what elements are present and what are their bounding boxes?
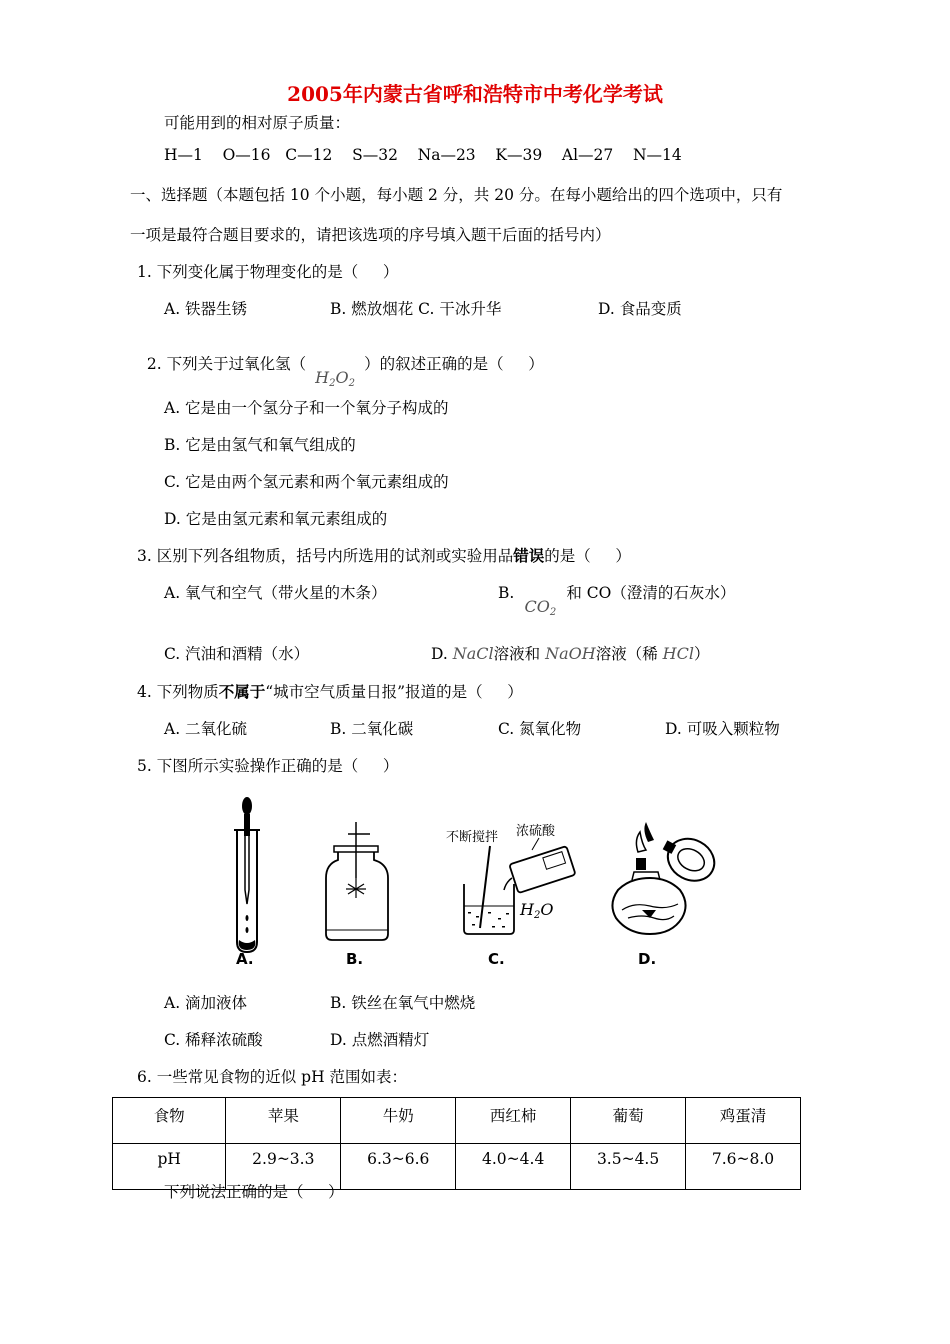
figure-c-stir-label: 不断搅拌	[446, 830, 499, 845]
q3-b-formula-sub: 2	[549, 607, 557, 618]
atomic-masses: H—1 O—16 C—12 S—32 Na—23 K—39 Al—27 N—14	[164, 146, 682, 164]
q1-option-bc: B. 燃放烟花 C. 干冰升华	[330, 300, 502, 318]
water-sub: 2	[533, 910, 541, 921]
q4-stem-bold: 不属于	[218, 682, 266, 701]
q3-stem-post: 的是（ ）	[544, 547, 631, 565]
q1-stem: 1. 下列变化属于物理变化的是（ ）	[137, 263, 399, 281]
q2-option-c: C. 它是由两个氢元素和两个氧元素组成的	[164, 473, 449, 491]
table-cell: 6.3~6.6	[341, 1144, 456, 1190]
alcohol-lamp-icon	[604, 818, 724, 940]
water-h: H	[520, 900, 534, 919]
table-header-row	[113, 1098, 801, 1144]
table-cell: 葡萄	[571, 1098, 686, 1144]
table-cell: 2.9~3.3	[226, 1144, 341, 1190]
test-tube-dropper-icon	[222, 792, 282, 972]
q3-d-pre: D.	[431, 645, 448, 663]
table-cell: 3.5~4.5	[571, 1144, 686, 1190]
q2-formula	[306, 368, 364, 389]
table-cell: pH	[113, 1144, 226, 1190]
q3-b-formula	[514, 597, 566, 618]
q5-option-b: B. 铁丝在氧气中燃烧	[330, 994, 476, 1012]
q3-d-mid2: 溶液（稀	[595, 645, 658, 663]
table-cell: 苹果	[226, 1098, 341, 1144]
figure-a-label: A.	[236, 950, 254, 968]
q4-option-d: D. 可吸入颗粒物	[665, 720, 780, 738]
q2-stem-pre: 2. 下列关于过氧化氢（	[146, 355, 307, 373]
q2-option-b: B. 它是由氢气和氧气组成的	[164, 436, 356, 454]
ph-table	[112, 1097, 801, 1190]
q3-d-f3: HCl	[662, 644, 694, 663]
table-cell: 食物	[113, 1098, 226, 1144]
q3-stem-pre: 3. 区别下列各组物质，括号内所选用的试剂或实验用品	[137, 547, 514, 565]
q3-option-a: A. 氧气和空气（带火星的木条）	[164, 584, 387, 602]
table-cell: 西红柿	[456, 1098, 571, 1144]
q4-stem	[137, 680, 523, 702]
q2-option-a: A. 它是由一个氢分子和一个氧分子构成的	[164, 399, 449, 417]
q4-option-b: B. 二氧化碳	[330, 720, 414, 738]
table-cell: 鸡蛋清	[686, 1098, 801, 1144]
q3-option-d	[431, 642, 710, 664]
q2-stem	[137, 334, 544, 389]
figure-d-label: D.	[638, 950, 657, 968]
section-instructions-2: 一项是最符合题目要求的，请把该选项的序号填入题干后面的括号内）	[130, 226, 611, 244]
section-instructions-1: 一、选择题（本题包括 10 个小题，每小题 2 分，共 20 分。在每小题给出的四个选项中，只有	[130, 186, 783, 204]
q3-stem	[137, 544, 631, 566]
figure-c-acid-label: 浓硫酸	[516, 824, 556, 839]
formula-o-sub: 2	[348, 378, 355, 389]
formula-h: H	[315, 368, 330, 387]
q4-stem-pre: 4. 下列物质	[137, 683, 219, 701]
q1-option-d: D. 食品变质	[598, 300, 682, 318]
figure-d-lighting-lamp	[604, 818, 724, 972]
q3-b-pre: B.	[498, 584, 515, 602]
q5-option-c: C. 稀释浓硫酸	[164, 1031, 263, 1049]
figure-c-label: C.	[488, 950, 505, 968]
figure-a-dropping-liquid	[222, 792, 282, 972]
q3-b-formula-main: CO	[524, 597, 550, 616]
q3-option-b	[498, 581, 736, 618]
q2-stem-post: ）的叙述正确的是（ ）	[364, 355, 544, 373]
q5-option-d: D. 点燃酒精灯	[330, 1031, 430, 1049]
q4-stem-post: “城市空气质量日报”报道的是（ ）	[265, 683, 523, 701]
gas-jar-icon	[322, 822, 392, 947]
table-cell: 7.6~8.0	[686, 1144, 801, 1190]
beaker-pouring-icon	[444, 818, 584, 938]
table-cell: 牛奶	[341, 1098, 456, 1144]
q5-stem: 5. 下图所示实验操作正确的是（ ）	[137, 757, 399, 775]
q3-d-post: ）	[693, 645, 710, 663]
q3-d-f1: NaCl	[452, 644, 494, 663]
q1-option-a: A. 铁器生锈	[164, 300, 248, 318]
q3-b-post: 和 CO（澄清的石灰水）	[566, 584, 736, 602]
q6-stem: 6. 一些常见食物的近似 pH 范围如表：	[137, 1068, 408, 1086]
q4-option-c: C. 氮氧化物	[498, 720, 582, 738]
figure-b-label: B.	[346, 950, 364, 968]
q3-d-f2: NaOH	[545, 644, 596, 663]
table-cell: 4.0~4.4	[456, 1144, 571, 1190]
q6-followup: 下列说法正确的是（ ）	[164, 1183, 344, 1201]
figure-c-water-label	[520, 900, 553, 921]
q4-option-a: A. 二氧化硫	[164, 720, 248, 738]
q3-stem-bold: 错误	[513, 546, 545, 565]
intro-text: 可能用到的相对原子质量：	[164, 114, 351, 132]
q5-option-a: A. 滴加液体	[164, 994, 248, 1012]
q3-d-mid: 溶液和	[493, 645, 541, 663]
page-title: 2005年内蒙古省呼和浩特市中考化学考试	[287, 82, 663, 106]
figure-b-iron-burning	[322, 822, 392, 972]
formula-o: O	[335, 368, 349, 387]
formula-h-sub: 2	[329, 378, 336, 389]
q3-option-c: C. 汽油和酒精（水）	[164, 645, 310, 663]
figure-c-diluting-acid	[444, 818, 584, 972]
q2-option-d: D. 它是由氢元素和氧元素组成的	[164, 510, 388, 528]
water-o: O	[540, 900, 554, 919]
